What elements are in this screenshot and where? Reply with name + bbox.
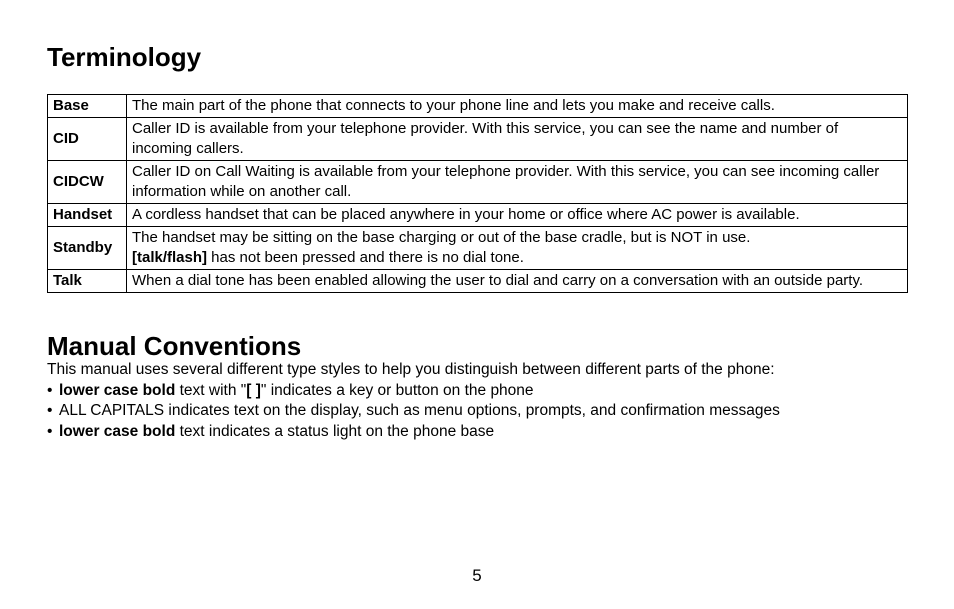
key-label: [talk/flash] — [132, 249, 208, 266]
definition-cell: A cordless handset that can be placed anywhere in your home or office where AC power is available. — [127, 204, 908, 227]
bullet-icon: • — [47, 381, 53, 399]
item-text: " indicates a key or button on the phone — [260, 381, 534, 399]
definition-cell: Caller ID on Call Waiting is available from your telephone provider. With this service, you can see incoming caller information while on another call. — [127, 161, 908, 204]
bullet-icon: • — [47, 422, 53, 440]
definition-cell — [127, 227, 908, 270]
term-cell: CID — [48, 118, 127, 161]
list-item — [47, 381, 780, 402]
item-text: text with " — [175, 381, 247, 399]
conventions-heading: Manual Conventions — [47, 331, 302, 361]
table-row — [48, 118, 908, 161]
definition-text: has not been pressed and there is no dial tone. — [207, 249, 524, 266]
item-text: text indicates a status light on the phone base — [175, 422, 495, 440]
page-number: 5 — [472, 566, 482, 585]
definition-cell: When a dial tone has been enabled allowing the user to dial and carry on a conversation with an outside party. — [127, 270, 908, 293]
bold-text: [ ] — [246, 381, 261, 399]
term-cell: Base — [48, 95, 127, 118]
term-cell: Standby — [48, 227, 127, 270]
definition-text: The handset may be sitting on the base charging or out of the base cradle, but is NOT in use. — [132, 229, 751, 246]
bullet-icon: • — [47, 402, 53, 419]
conventions-intro: This manual uses several different type styles to help you distinguish between different parts of the phone: — [47, 361, 775, 378]
term-cell: CIDCW — [48, 161, 127, 204]
table-row — [48, 204, 908, 227]
table-row — [48, 270, 908, 293]
definition-cell: Caller ID is available from your telephone provider. With this service, you can see the name and number of incoming callers. — [127, 118, 908, 161]
table-row — [48, 95, 908, 118]
bold-text: lower case bold — [59, 381, 176, 399]
item-text: ALL CAPITALS indicates text on the display, such as menu options, prompts, and confirmation messages — [59, 402, 780, 419]
table-row — [48, 227, 908, 270]
bold-text: lower case bold — [59, 422, 176, 440]
term-cell: Handset — [48, 204, 127, 227]
conventions-section — [47, 360, 780, 442]
list-item — [47, 401, 780, 422]
term-cell: Talk — [48, 270, 127, 293]
definition-cell: The main part of the phone that connects to your phone line and lets you make and receive calls. — [127, 95, 908, 118]
table-row — [48, 161, 908, 204]
list-item — [47, 422, 780, 443]
conventions-list — [47, 381, 780, 443]
terminology-table — [47, 94, 908, 293]
terminology-heading: Terminology — [47, 42, 202, 72]
